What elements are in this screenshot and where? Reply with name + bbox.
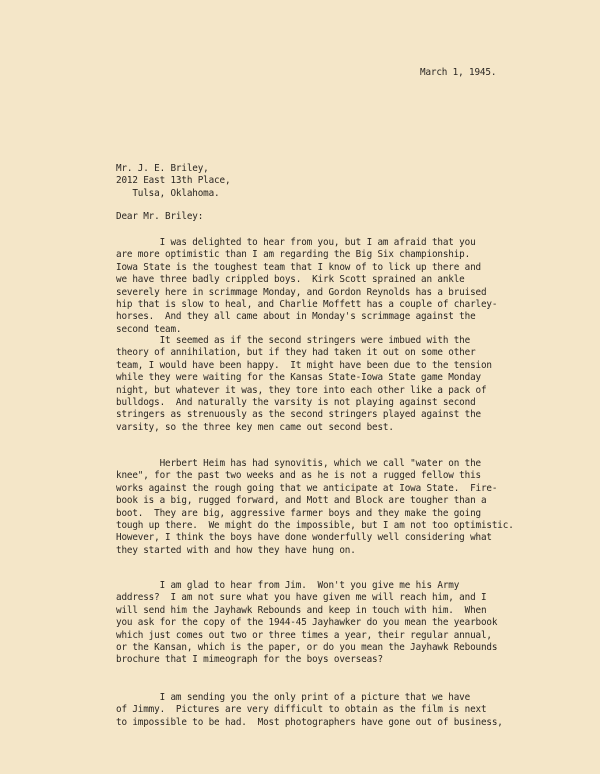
letter-date: March 1, 1945. [420,67,497,78]
text-line: we have three badly crippled boys. Kirk Scott sprained an ankle [116,274,465,286]
text-line: boot. They are big, aggressive farmer boys and they make the going [116,507,481,519]
text-line: book is a big, rugged forward, and Mott and Block are tougher than a [116,495,487,507]
salutation: Dear Mr. Briley: [116,211,204,222]
text-line: address? I am not sure what you have given me will reach him, and I [116,592,487,604]
text-line: you ask for the copy of the 1944-45 Jayhawker do you mean the yearbook [116,617,498,629]
text-line: tough up there. We might do the impossible, but I am not too optimistic. [116,520,514,532]
text-line: knee", for the past two weeks and as he is not a rugged fellow this [116,470,481,482]
paragraph-4 [116,580,536,667]
text-line: However, I think the boys have done wonderfully well considering what [116,532,492,544]
address-line: Mr. J. E. Briley, [116,163,209,174]
text-line: will send him the Jayhawk Rebounds and keep in touch with him. When [116,604,487,616]
text-line: while they were waiting for the Kansas State-Iowa State game Monday [116,372,481,384]
text-line: I am sending you the only print of a picture that we have [116,692,471,703]
text-line: theory of annihilation, but if they had taken it out on some other [116,347,476,359]
text-line: are more optimistic than I am regarding the Big Six championship. [116,249,471,261]
text-line: of Jimmy. Pictures are very difficult to obtain as the film is next [116,704,487,716]
text-line: team, I would have been happy. It might have been due to the tension [116,359,492,371]
text-line: varsity, so the three key men came out second best. [116,421,394,433]
text-line: works against the rough going that we anticipate at Iowa State. Fire- [116,482,498,494]
text-line: which just comes out two or three times a year, their regular annual, [116,629,492,641]
text-line: Herbert Heim has had synovitis, which we call "water on the [116,458,481,469]
text-line: or the Kansan, which is the paper, or do you mean the Jayhawk Rebounds [116,642,498,654]
text-line: hip that is slow to heal, and Charlie Moffett has a couple of charley- [116,299,498,311]
recipient-address [116,163,230,200]
paragraph-3 [116,458,536,557]
text-line: bulldogs. And naturally the varsity is not playing against second [116,397,476,409]
address-line: 2012 East 13th Place, [116,175,231,187]
text-line: stringers as strenuously as the second stringers played against the [116,409,481,421]
paragraph-5 [116,692,536,729]
text-line: I was delighted to hear from you, but I am afraid that you [116,237,476,248]
text-line: It seemed as if the second stringers were imbued with the [116,335,471,346]
text-line: I am glad to hear from Jim. Won't you give me his Army [116,580,460,591]
text-line: second team. [116,323,182,335]
text-line: they started with and how they have hung on. [116,544,356,556]
text-line: severely here in scrimmage Monday, and Gordon Reynolds has a bruised [116,286,487,298]
paragraph-1 [116,237,536,336]
address-line: Tulsa, Oklahoma. [116,187,220,199]
text-line: brochure that I mimeograph for the boys overseas? [116,654,383,666]
text-line: Iowa State is the toughest team that I know of to lick up there and [116,261,481,273]
text-line: night, but whatever it was, they tore into each other like a pack of [116,384,487,396]
paragraph-2 [116,335,536,434]
text-line: horses. And they all came about in Monday's scrimmage against the [116,311,476,323]
text-line: to impossible to be had. Most photographers have gone out of business, [116,716,503,728]
